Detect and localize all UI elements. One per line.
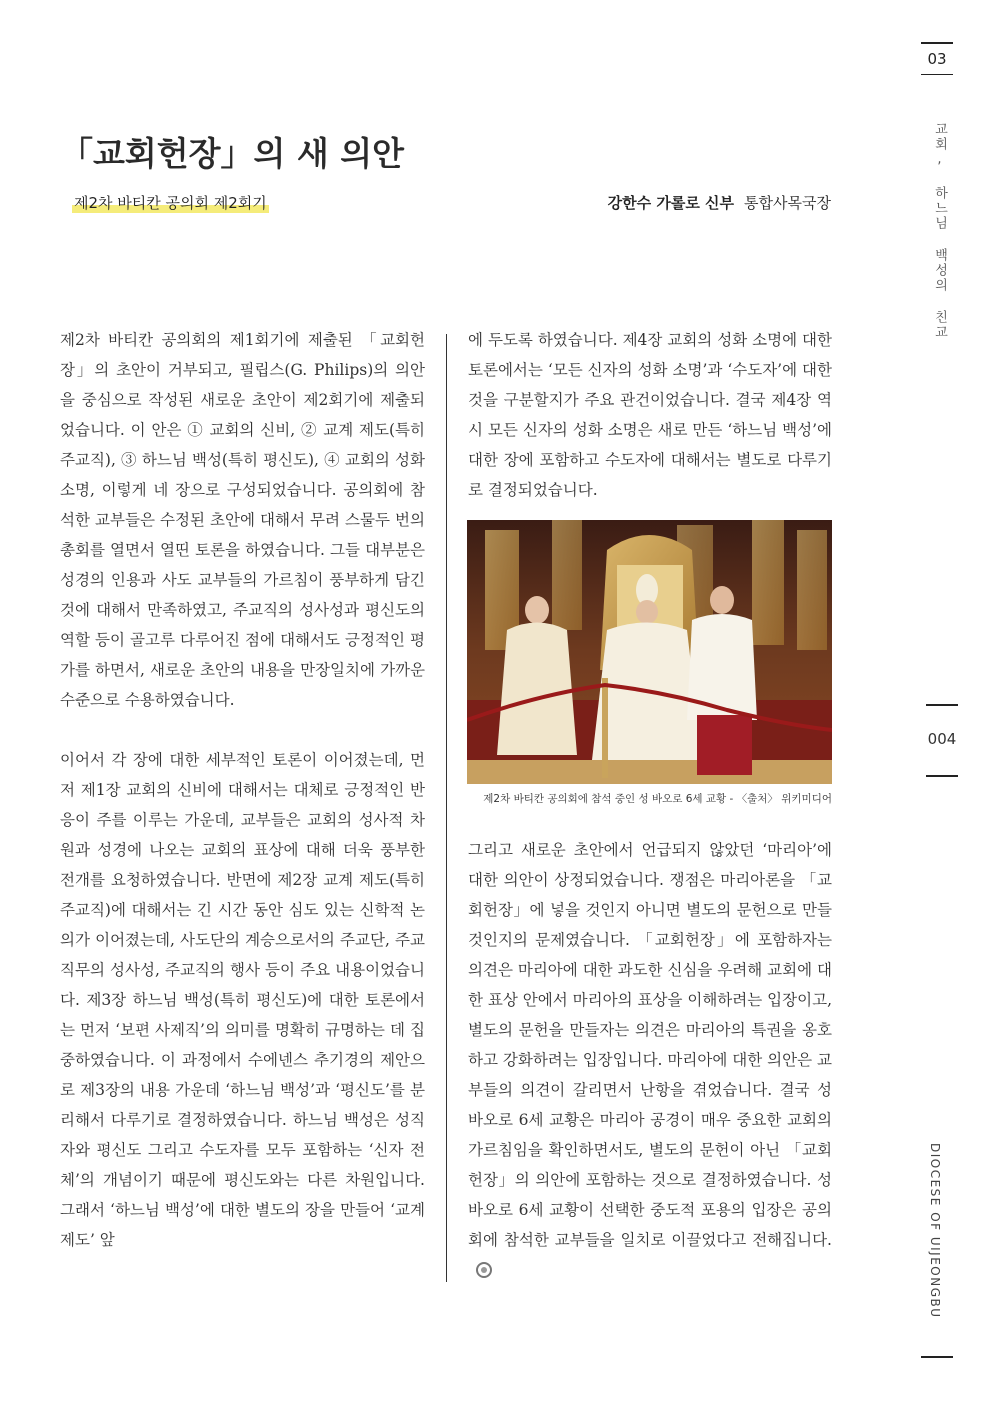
page-number: 004 [927,730,957,748]
photo-illustration [467,520,832,784]
rail-bottom-rule [921,1356,953,1358]
body-paragraph: 제2차 바티칸 공의회의 제1회기에 제출된 「교회헌장」의 초안이 거부되고, 필립스(G. Philips)의 의안을 중심으로 작성된 새로운 초안이 제2회기에 제출되었습니다. 이 안은 ① 교회의 신비, ② 교계 제도(특히 주교직), ③ 하느님 백성(특히 평신도), ④ 교회의 성화 소명, 이렇게 네 장으로 구성되었습니다. 공의회에 참석한 교부들은 수정된 초안에 대해서 무려 스물두 번의 총회를 열면서 열띤 토론을 하였습니다. 그들 대부분은 성경의 인용과 사도 교부들의 가르침이 풍부하게 담긴 것에 대해서 만족하였고, 주교직의 성사성과 평신도의 역할 등이 골고루 다루어진 점에 대해서도 긍정적인 평가를 하면서, 새로운 초안의 내용을 만장일치에 가까운 수준으로 수용하였습니다. [60,331,425,709]
article-title: 「교회헌장」의 새 의안 [60,134,405,173]
body-paragraph: 에 두도록 하였습니다. 제4장 교회의 성화 소명에 대한 토론에서는 ‘모든 신자의 성화 소명’과 ‘수도자’에 대한 것을 구분할지가 주요 관건이었습니다. 결국 제4장 역시 모든 신자의 성화 소명은 새로 만든 ‘하느님 백성’에 대한 장에 포함하고 수도자에 대해서는 별도로 다루기로 결정되었습니다. [468,331,832,499]
byline [608,192,831,213]
column-divider [446,334,447,1282]
right-column-bottom [468,835,832,1285]
article-subtitle: 제2차 바티칸 공의회 제2회기 [74,194,267,212]
author-role: 통합사목국장 [744,194,831,212]
end-mark-icon [476,1262,492,1278]
right-column-top [468,325,832,505]
section-title-vertical: 교회, 하느님 백성의 친교 [932,122,947,340]
section-number: 03 [927,50,947,68]
page-number-bottom-rule [926,775,958,777]
rail-rule [921,74,953,75]
body-paragraph: 그리고 새로운 초안에서 언급되지 않았던 ‘마리아’에 대한 의안이 상정되었습니다. 쟁점은 마리아론을 「교회헌장」에 넣을 것인지 아니면 별도의 문헌으로 만들 것인지의 문제였습니다. 「교회헌장」에 포함하자는 의견은 마리아에 대한 과도한 신심을 우려해 교회에 대한 표상 안에서 마리아의 표상을 이해하려는 입장이고, 별도의 문헌을 만들자는 의견은 마리아의 특권을 옹호하고 강화하려는 입장입니다. 마리아에 대한 의안은 교부들의 의견이 갈리면서 난항을 겪었습니다. 결국 성 바오로 6세 교황은 마리아 공경이 매우 중요한 교회의 가르침임을 확인하면서도, 별도의 문헌이 아닌 「교회 헌장」의 의안에 포함하는 것으로 결정하였습니다. 성 바오로 6세 교황이 선택한 중도적 포용의 입장은 공의회에 참석한 교부들을 일치로 이끌었다고 전해집니다. [468,841,832,1249]
left-column [60,325,425,1255]
page-number-top-rule [926,704,958,706]
rail-top-rule [921,42,953,44]
diocese-label: DIOCESE OF UIJEONGBU [928,1143,942,1319]
author-name: 강한수 가롤로 신부 [607,194,735,212]
body-paragraph: 이어서 각 장에 대한 세부적인 토론이 이어졌는데, 먼저 제1장 교회의 신비에 대해서는 대체로 긍정적인 반응이 주를 이루는 가운데, 교부들은 교회의 성사적 차원과 성경에 나오는 교회의 표상에 대해 더욱 풍부한 전개를 요청하였습니다. 반면에 제2장 교계 제도(특히 주교직)에 대해서는 긴 시간 동안 심도 있는 신학적 논의가 이어졌는데, 사도단의 계승으로서의 주교단, 주교 직무의 성사성, 주교직의 행사 등이 주요 내용이었습니다. 제3장 하느님 백성(특히 평신도)에 대한 토론에서는 먼저 ‘보편 사제직’의 의미를 명확히 규명하는 데 집중하였습니다. 이 과정에서 수에넨스 추기경의 제안으로 제3장의 내용 가운데 ‘하느님 백성’과 ‘평신도’를 분리해서 다루기로 결정하였습니다. 하느님 백성은 성직자와 평신도 그리고 수도자를 모두 포함하는 ‘신자 전체’의 개념이기 때문에 평신도와는 다른 차원입니다. 그래서 ‘하느님 백성’에 대한 별도의 장을 만들어 ‘교계 제도’ 앞 [60,751,425,1249]
photo-caption: 제2차 바티칸 공의회에 참석 중인 성 바오로 6세 교황 - 〈출처〉 위키미디어 [483,793,832,805]
council-photo [467,520,832,784]
